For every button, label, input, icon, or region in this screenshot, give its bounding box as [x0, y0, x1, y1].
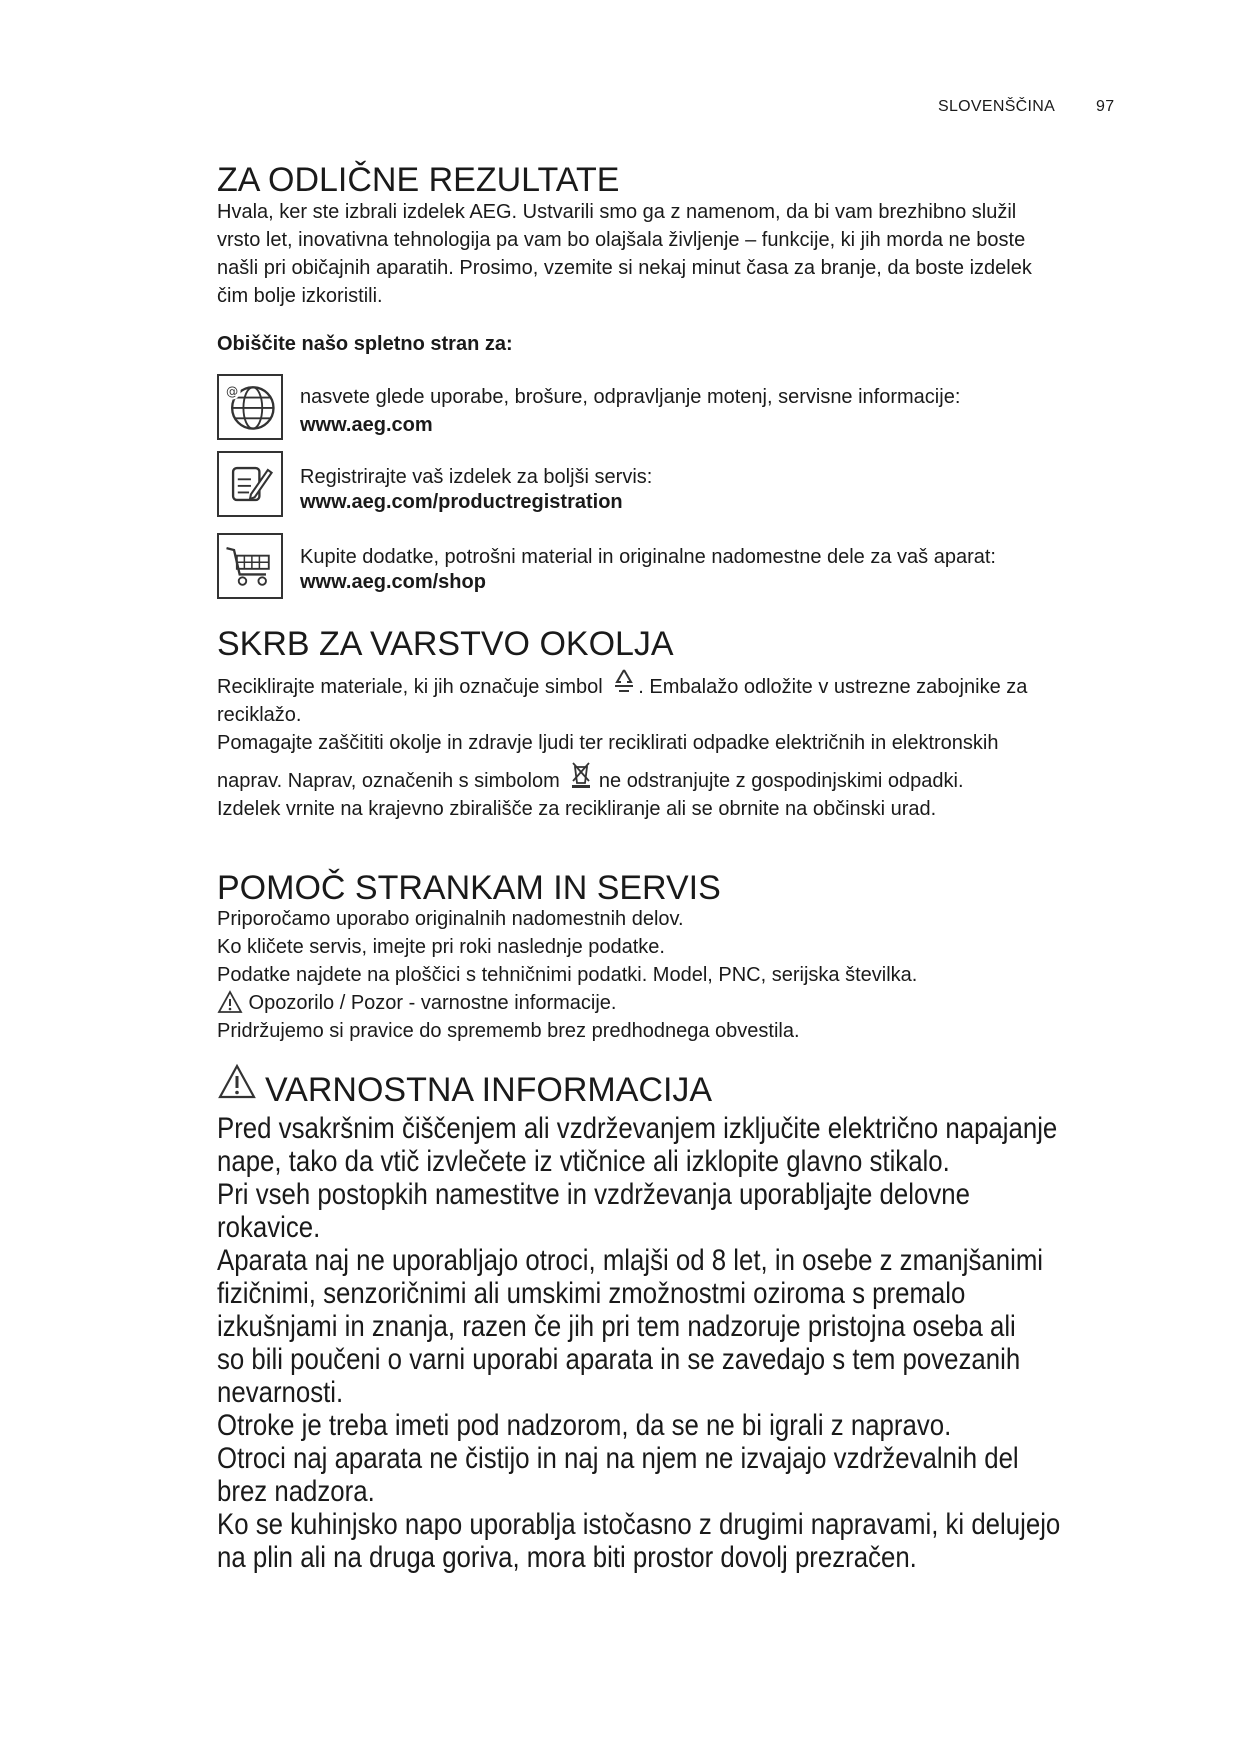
safety-line: Pred vsakršnim čiščenjem ali vzdrževanjem izključite električno napajanje [217, 1112, 1058, 1145]
safety-line: nevarnosti. [217, 1376, 344, 1409]
service-text [217, 905, 1117, 1045]
link-url-registration[interactable]: www.aeg.com/productregistration [300, 491, 623, 513]
env-line: Reciklirajte materiale, ki jih označuje simbol [217, 676, 603, 698]
weee-bin-icon [569, 759, 593, 789]
service-line: Priporočamo uporabo originalnih nadomestnih delov. [217, 908, 684, 930]
environment-text [217, 673, 1117, 823]
env-line: Pomagajte zaščititi okolje in zdravje ljudi ter reciklirati odpadke električnih in elektronskih [217, 732, 999, 754]
env-line: Izdelek vrnite na krajevno zbirališče za recikliranje ali se obrnite na občinski urad. [217, 798, 937, 820]
safety-line: Aparata naj ne uporabljajo otroci, mlajši od 8 let, in osebe z zmanjšanimi [217, 1244, 1044, 1277]
safety-line: so bili poučeni o varni uporabi aparata in se zavedajo s tem povezanih [217, 1343, 1021, 1376]
service-line: Podatke najdete na ploščici s tehničnimi podatki. Model, PNC, serijska številka. [217, 964, 918, 986]
intro-line: čim bolje izkoristili. [217, 285, 383, 307]
recycle-icon [610, 667, 638, 695]
safety-line: nape, tako da vtič izvlečete iz vtičnice ali izklopite glavno stikalo. [217, 1145, 950, 1178]
env-line: . Embalažo odložite v ustrezne zabojnike za [638, 676, 1028, 698]
env-line: reciklažo. [217, 704, 302, 726]
link-description: nasvete glede uporabe, brošure, odpravljanje motenj, servisne informacije: [300, 386, 961, 408]
service-line: Opozorilo / Pozor - varnostne informacije. [243, 992, 617, 1014]
page-header [938, 98, 1115, 116]
warning-icon [217, 1063, 257, 1101]
safety-line: Otroke je treba imeti pod nadzorom, da se ne bi igrali z napravo. [217, 1409, 952, 1442]
warning-icon [217, 990, 243, 1014]
safety-line: na plin ali na druga goriva, mora biti prostor dovolj prezračen. [217, 1541, 917, 1574]
svg-text:@: @ [226, 384, 239, 399]
results-title: ZA ODLIČNE REZULTATE [217, 161, 620, 199]
link-url-shop[interactable]: www.aeg.com/shop [300, 571, 486, 593]
safety-text [217, 1112, 1061, 1574]
service-line: Pridržujemo si pravice do sprememb brez predhodnega obvestila. [217, 1020, 800, 1042]
visit-label: Obiščite našo spletno stran za: [217, 333, 513, 355]
safety-line: rokavice. [217, 1211, 321, 1244]
page-number: 97 [1096, 98, 1115, 115]
link-description: Kupite dodatke, potrošni material in originalne nadomestne dele za vaš aparat: [300, 546, 996, 568]
globe-icon [217, 374, 283, 440]
registration-icon [217, 451, 283, 517]
safety-line: brez nadzora. [217, 1475, 375, 1508]
intro-line: vrsto let, inovativna tehnologija pa vam bo olajšala življenje – funkcije, ki jih morda ne boste [217, 229, 1026, 251]
link-description: Registrirajte vaš izdelek za boljši servis: [300, 466, 653, 488]
env-line: naprav. Naprav, označenih s simbolom [217, 770, 560, 792]
results-intro [217, 198, 1117, 310]
language-label: SLOVENŠČINA [938, 98, 1056, 115]
service-title: POMOČ STRANKAM IN SERVIS [217, 869, 721, 907]
safety-line: izkušnjami in znanja, razen če jih pri tem nadzoruje pristojna oseba ali [217, 1310, 1016, 1343]
shopping-cart-icon [217, 533, 283, 599]
safety-title: VARNOSTNA INFORMACIJA [265, 1071, 713, 1109]
safety-line: Pri vseh postopkih namestitve in vzdrževanja uporabljajte delovne [217, 1178, 970, 1211]
environment-title: SKRB ZA VARSTVO OKOLJA [217, 625, 674, 663]
env-line: ne odstranjujte z gospodinjskimi odpadki. [593, 770, 964, 792]
safety-line: Otroci naj aparata ne čistijo in naj na njem ne izvajajo vzdrževalnih del [217, 1442, 1019, 1475]
link-url-aeg[interactable]: www.aeg.com [300, 414, 433, 436]
intro-line: našli pri običajnih aparatih. Prosimo, vzemite si nekaj minut časa za branje, da boste izdelek [217, 257, 1032, 279]
safety-line: fizičnimi, senzoričnimi ali umskimi zmožnostmi oziroma s premalo [217, 1277, 966, 1310]
intro-line: Hvala, ker ste izbrali izdelek AEG. Ustvarili smo ga z namenom, da bi vam brezhibno služil [217, 201, 1017, 223]
service-line: Ko kličete servis, imejte pri roki naslednje podatke. [217, 936, 665, 958]
safety-line: Ko se kuhinjsko napo uporablja istočasno z drugimi napravami, ki delujejo [217, 1508, 1061, 1541]
